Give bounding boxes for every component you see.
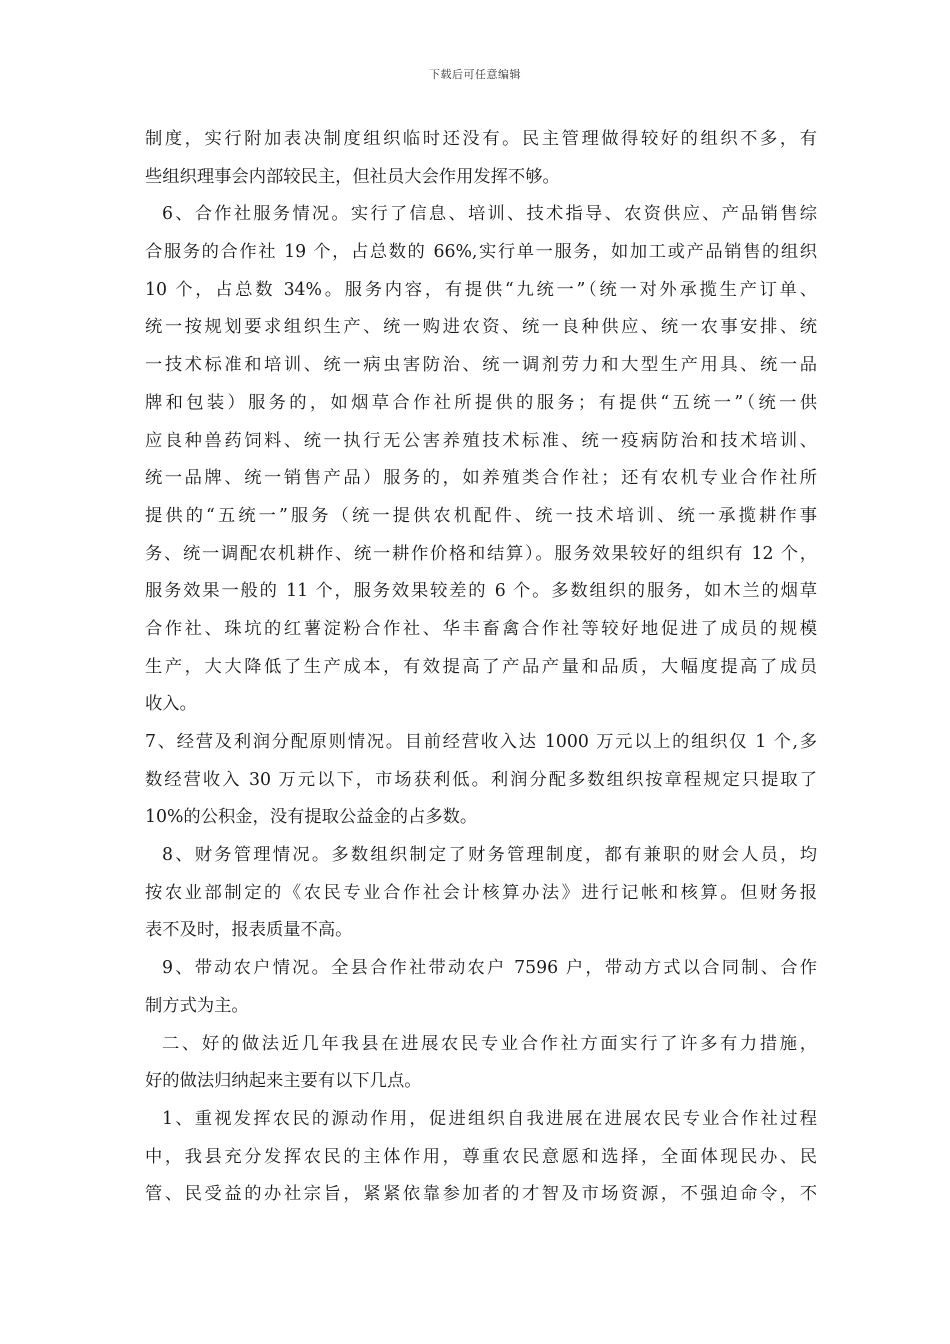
text-line: 1、重视发挥农民的源动作用，促进组织自我进展在进展农民专业合作社过程 (162, 1108, 817, 1129)
text-line: 服务效果一般的 11 个，服务效果较差的 6 个。多数组织的服务，如木兰的烟草 (145, 581, 817, 602)
text-line: 统一按规划要求组织生产、统一购进农资、统一良种供应、统一农事安排、统 (145, 317, 817, 338)
text-line: 二、好的做法近几年我县在进展农民专业合作社方面实行了许多有力措施， (162, 1033, 817, 1054)
text-line: 数经营收入 30 万元以下，市场获利低。利润分配多数组织按章程规定只提取了 (145, 769, 817, 790)
text-line: 统一品牌、统一销售产品）服务的，如养殖类合作社；还有农机专业合作社所 (145, 468, 817, 489)
text-line: 提供的“五统一”服务（统一提供农机配件、统一技术培训、统一承揽耕作事 (145, 505, 817, 526)
text-line: 表不及时，报表质量不高。 (145, 920, 353, 941)
text-line: 10%的公积金，没有提取公益金的占多数。 (145, 807, 478, 828)
text-line: 些组织理事会内部较民主，但社员大会作用发挥不够。 (145, 166, 560, 187)
text-line: 一技术标准和培训、统一病虫害防治、统一调剂劳力和大型生产用具、统一品 (145, 355, 817, 376)
text-line: 9、带动农户情况。全县合作社带动农户 7596 户，带动方式以合同制、合作 (162, 958, 817, 979)
page-header: 下载后可任意编辑 (429, 68, 521, 81)
text-line: 7、经营及利润分配原则情况。目前经营收入达 1000 万元以上的组织仅 1 个,多 (145, 732, 817, 752)
text-line: 牌和包装）服务的，如烟草合作社所提供的服务；有提供“五统一”（统一供 (145, 392, 817, 413)
text-line: 制度，实行附加表决制度组织临时还没有。民主管理做得较好的组织不多，有 (145, 129, 817, 149)
document-body (145, 121, 817, 1214)
text-line: 合作社、珠坑的红薯淀粉合作社、华丰畜禽合作社等较好地促进了成员的规模 (145, 618, 817, 639)
text-line: 管、民受益的办社宗旨，紧紧依靠参加者的才智及市场资源，不强迫命令，不 (145, 1184, 817, 1205)
text-line: 中，我县充分发挥农民的主体作用，尊重农民意愿和选择，全面体现民办、民 (145, 1146, 817, 1167)
text-line: 按农业部制定的《农民专业合作社会计核算办法》进行记帐和核算。但财务报 (145, 882, 817, 903)
text-line: 务、统一调配农机耕作、统一耕作价格和结算）。服务效果较好的组织有 12 个， (145, 543, 817, 564)
text-line: 制方式为主。 (145, 995, 249, 1016)
text-line: 10 个，占总数 34%。服务内容，有提供“九统一”（统一对外承揽生产订单、 (145, 279, 817, 300)
text-line: 应良种兽药饲料、统一执行无公害养殖技术标准、统一疫病防治和技术培训、 (145, 430, 817, 451)
text-line: 收入。 (145, 694, 197, 715)
text-line: 生产，大大降低了生产成本，有效提高了产品产量和品质，大幅度提高了成员 (145, 656, 817, 677)
text-line: 6、合作社服务情况。实行了信息、培训、技术指导、农资供应、产品销售综 (162, 204, 817, 225)
text-line: 好的做法归纳起来主要有以下几点。 (145, 1071, 422, 1092)
text-line: 合服务的合作社 19 个，占总数的 66%,实行单一服务，如加工或产品销售的组织 (145, 242, 817, 263)
text-line: 8、财务管理情况。多数组织制定了财务管理制度，都有兼职的财会人员，均 (162, 845, 817, 866)
